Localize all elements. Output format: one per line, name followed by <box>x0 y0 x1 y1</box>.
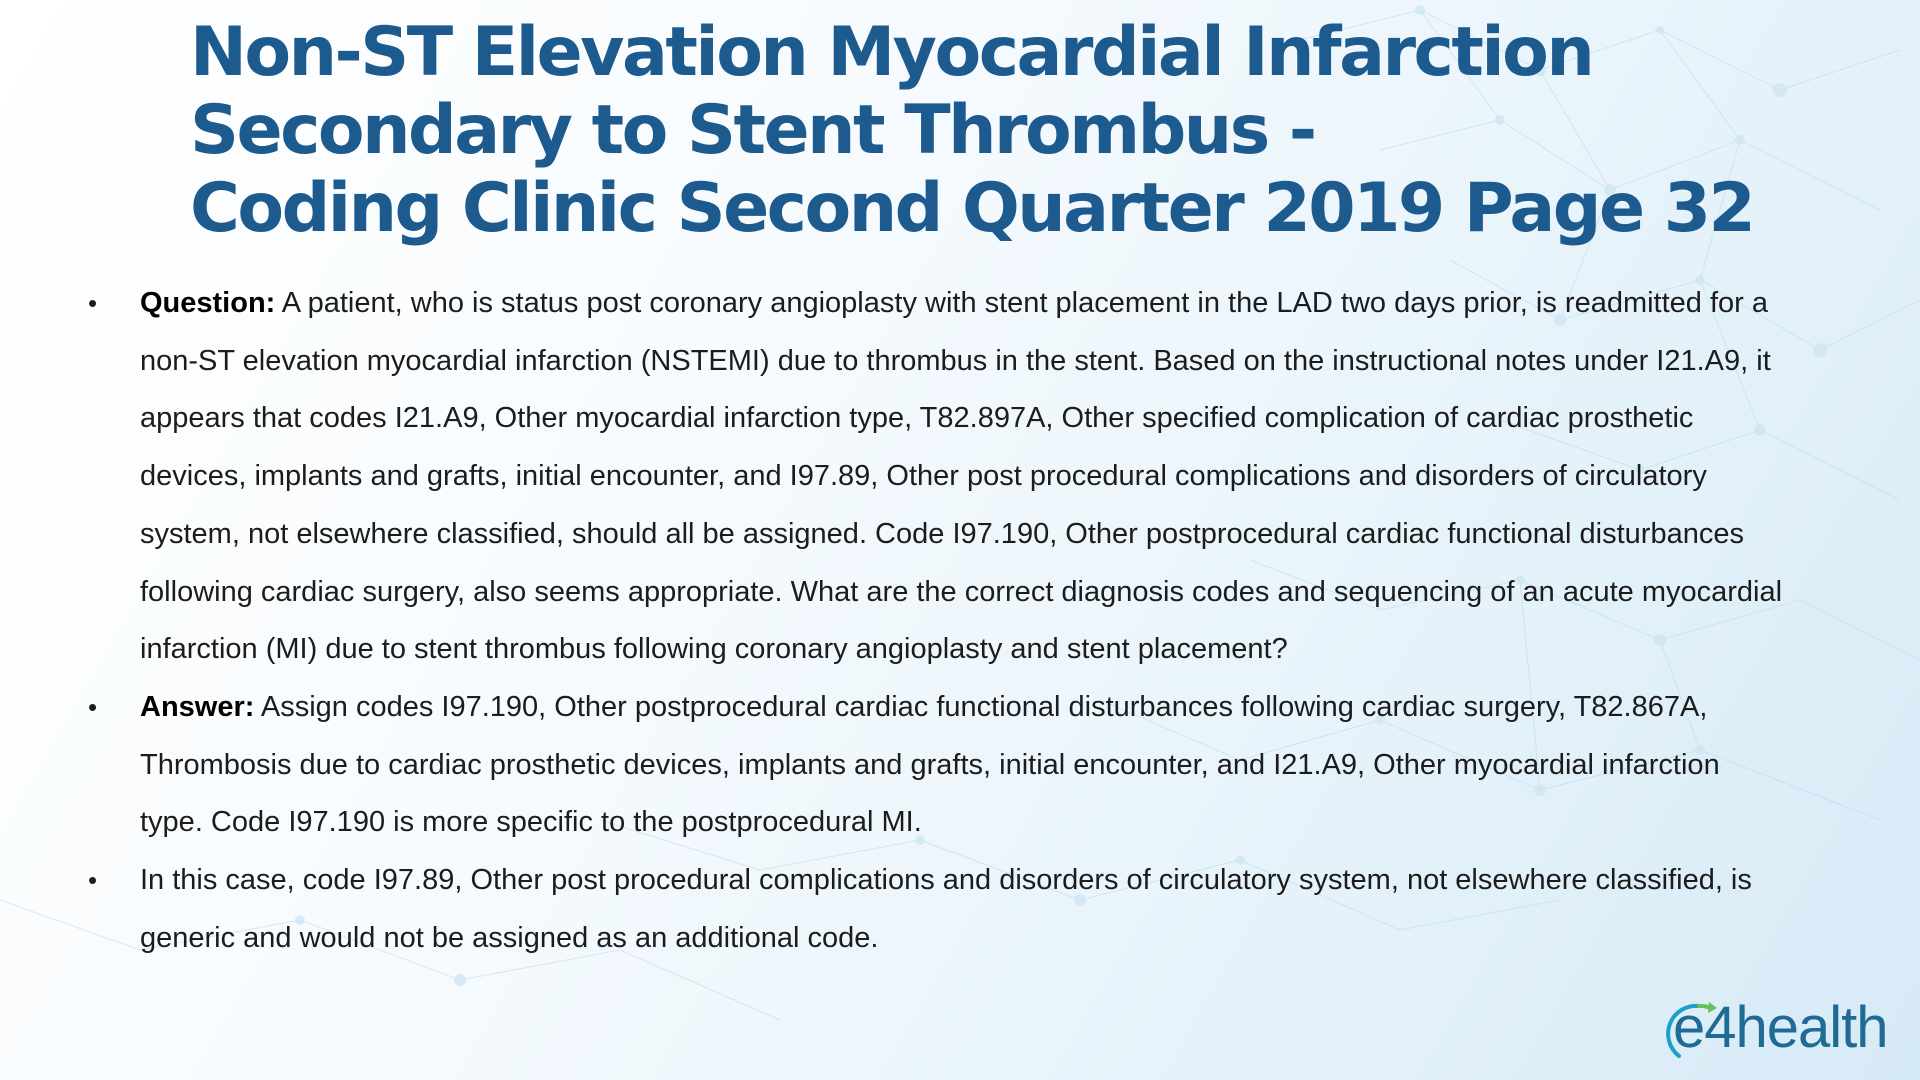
question-text: A patient, who is status post coronary angioplasty with stent placement in the LAD two days prior, is readmitted for a non-ST elevation myocardial infarction (NSTEMI) due to thrombus in the stent. Based on the instructional notes under I21.A9, it appears that codes I21.A9, Other myocardial infarction type, T82.897A, Other specified complication of cardiac prosthetic devices, implants and grafts, initial encounter, and I97.89, Other post procedural complications and disorders of circulatory system, not elsewhere classified, should all be assigned. Code I97.190, Other postprocedural cardiac functional disturbances following cardiac surgery, also seems appropriate. What are the correct diagnosis codes and sequencing of an acute myocardial infarction (MI) due to stent thrombus following coronary angioplasty and stent placement? <box>140 287 1783 666</box>
bullet-question <box>88 275 1788 679</box>
slide-title <box>190 14 1790 248</box>
bullet-icon: • <box>88 691 98 722</box>
bullet-note <box>88 852 1788 967</box>
slide-title-line-1: Non-ST Elevation Myocardial Infarction <box>190 13 1593 92</box>
bullet-answer <box>88 679 1788 852</box>
answer-label: Answer: <box>140 690 255 723</box>
bullet-list <box>88 275 1788 967</box>
bullet-icon: • <box>88 288 98 318</box>
e4health-logo <box>1665 996 1900 1066</box>
note-text: In this case, code I97.89, Other post procedural complications and disorders of circulatory system, not elsewhere classified, is generic and would not be assigned as an additional code. <box>140 864 1752 954</box>
slide-title-line-3: Coding Clinic Second Quarter 2019 Page 32 <box>190 169 1754 248</box>
slide-title-line-2: Secondary to Stent Thrombus - <box>190 91 1315 170</box>
answer-text: Assign codes I97.190, Other postprocedural cardiac functional disturbances following cardiac surgery, T82.867A, Thrombosis due to cardiac prosthetic devices, implants and grafts, initial encounter, and I21.A9, Other myocardial infarction type. Code I97.190 is more specific to the postprocedural MI. <box>140 690 1720 839</box>
question-label: Question: <box>140 287 276 319</box>
logo-text: e4health <box>1673 995 1888 1060</box>
bullet-icon: • <box>88 865 98 896</box>
